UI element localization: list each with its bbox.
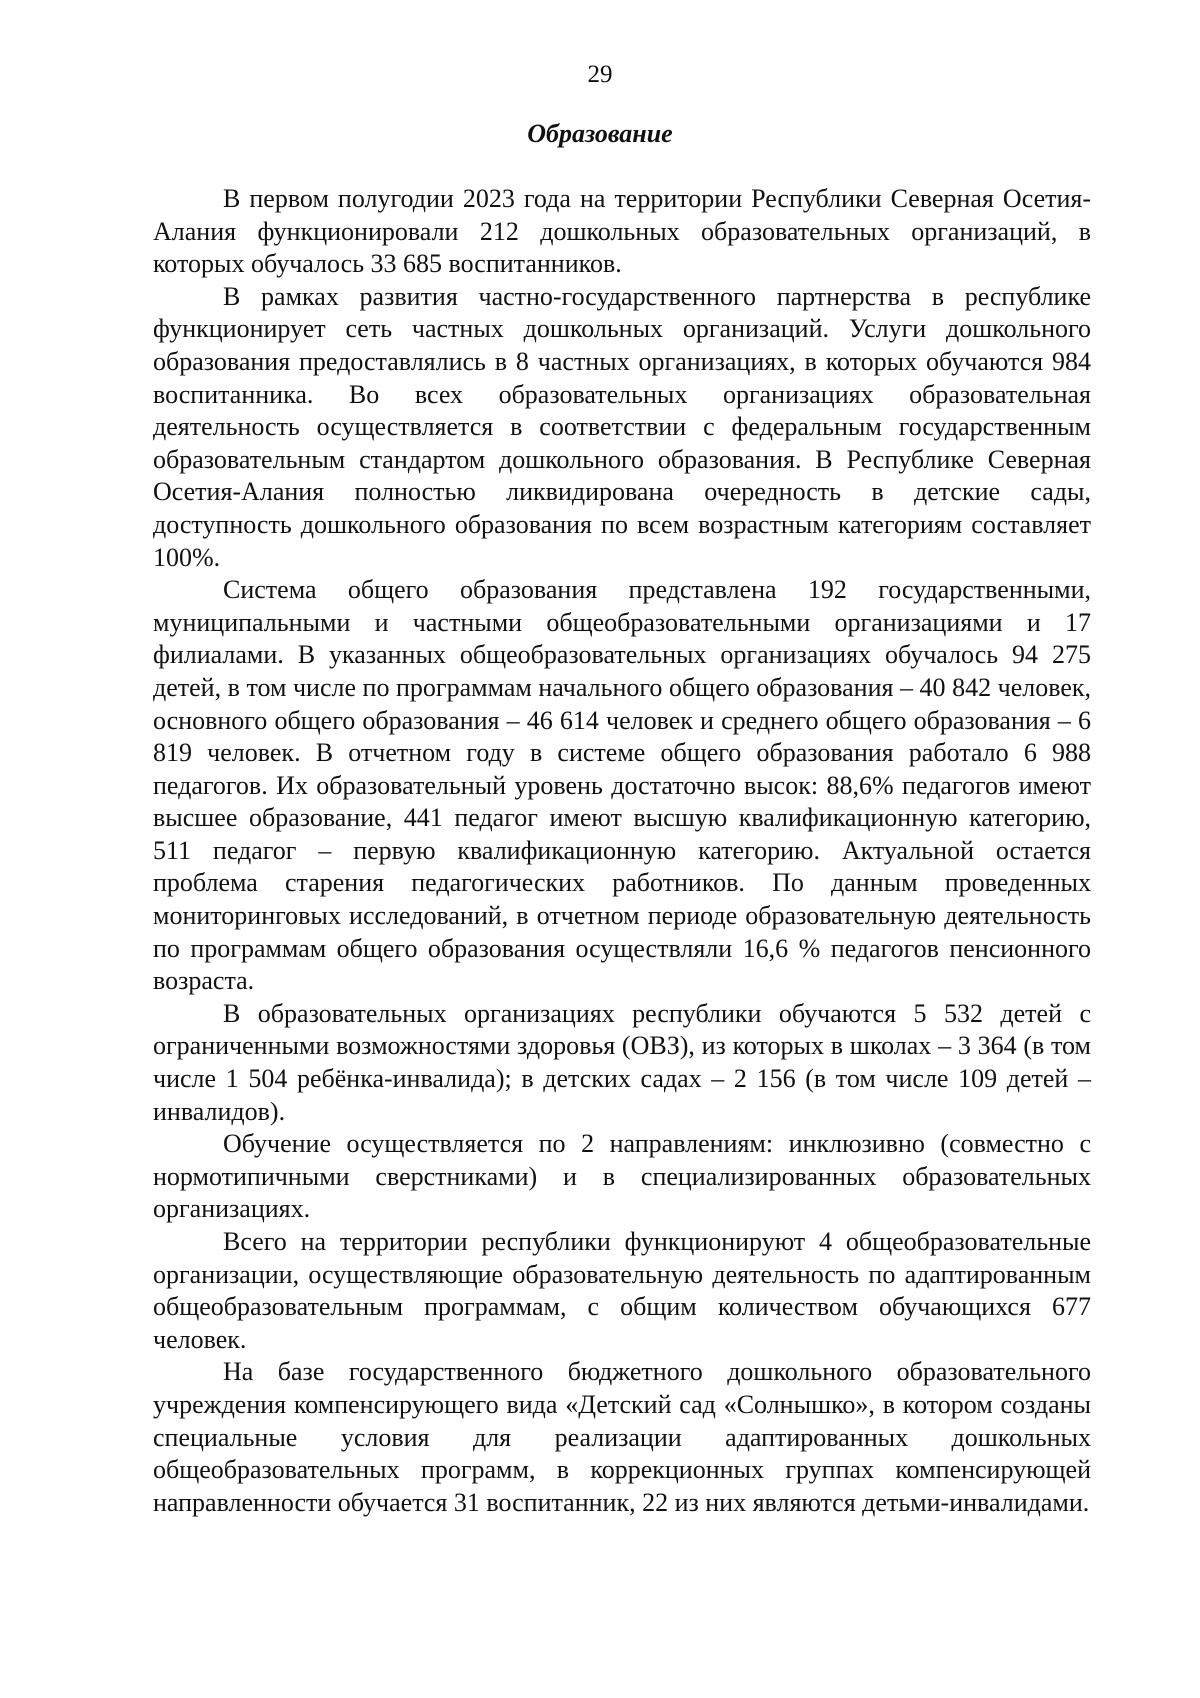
body-text: [153, 183, 1091, 1519]
paragraph-general-education: Система общего образования представлена 192 государственными, муниципальными и частными общеобразовательными организациями и 17 филиалами. В указанных общеобразовательных организациях обучалось 94 275 детей, в том числе по программам начального общего образования – 40 842 человек, основного общего образования – 46 614 человек и среднего общего образования – 6 819 человек. В отчетном году в системе общего образования работало 6 988 педагогов. Их образовательный уровень достаточно высок: 88,6% педагогов имеют высшее образование, 441 педагог имеют высшую квалификационную категорию, 511 педагог – первую квалификационную категорию. Актуальной остается проблема старения педагогических работников. По данным проведенных мониторинговых исследований, в отчетном периоде образовательную деятельность по программам общего образования осуществляли 16,6 % педагогов пенсионного возраста.: [153, 575, 1091, 996]
paragraph-disabilities: В образовательных организациях республики обучаются 5 532 детей с ограниченными возможностями здоровья (ОВЗ), из которых в школах – 3 364 (в том числе 1 504 ребёнка-инвалида); в детских садах – 2 156 (в том числе 109 детей – инвалидов).: [153, 998, 1091, 1126]
section-title: Образование: [527, 119, 673, 148]
paragraph-adapted-programs: Всего на территории республики функционируют 4 общеобразовательные организации, осуществляющие образовательную деятельность по адаптированным общеобразовательным программам, с общим количеством обучающихся 677 человек.: [153, 1227, 1091, 1354]
paragraph-solnyshko: На базе государственного бюджетного дошкольного образовательного учреждения компенсирующего вида «Детский сад «Солнышко», в котором созданы специальные условия для реализации адаптированных дошкольных общеобразовательных программ, в коррекционных группах компенсирующей направленности обучается 31 воспитанник, 22 из них являются детьми-инвалидами.: [153, 1357, 1091, 1517]
paragraph-private-preschool: В рамках развития частно-государственного партнерства в республике функционирует сеть частных дошкольных организаций. Услуги дошкольного образования предоставлялись в 8 частных организациях, в которых обучаются 984 воспитанника. Во всех образовательных организациях образовательная деятельность осуществляется в соответствии с федеральным государственным образовательным стандартом дошкольного образования. В Республике Северная Осетия-Алания полностью ликвидирована очередность в детские сады, доступность дошкольного образования по всем возрастным категориям составляет 100%.: [153, 281, 1091, 572]
paragraph-preschool-overview: В первом полугодии 2023 года на территории Республики Северная Осетия-Алания функционировали 212 дошкольных образовательных организаций, в которых обучалось 33 685 воспитанников.: [153, 184, 1091, 279]
paragraph-directions: Обучение осуществляется по 2 направлениям: инклюзивно (совместно с нормотипичными сверстниками) и в специализированных образовательных организациях.: [153, 1129, 1091, 1224]
page-number: 29: [587, 61, 613, 88]
